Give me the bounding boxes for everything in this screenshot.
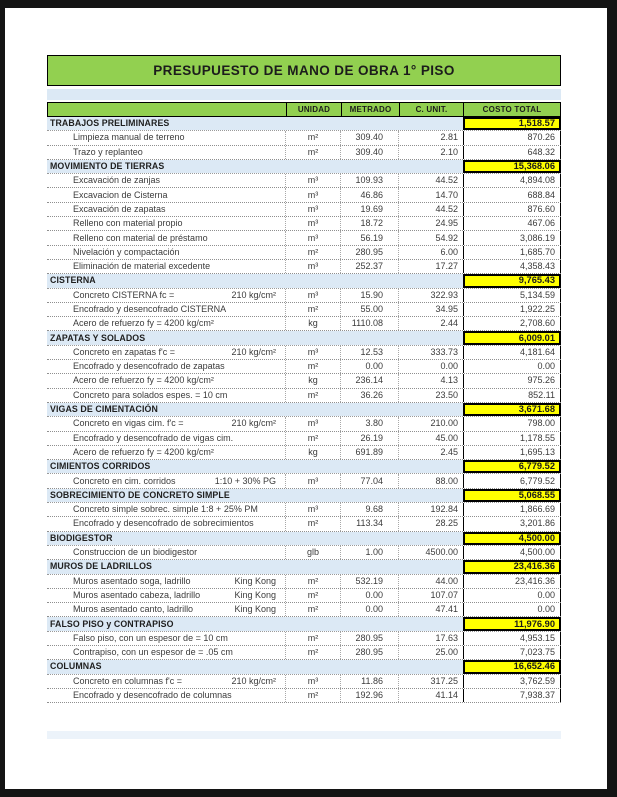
item-costo-cell: 1,685.70 (463, 246, 561, 259)
item-cunit-cell: 317.25 (430, 675, 458, 686)
item-desc-text: Concreto para solados espes. = 10 cm (73, 389, 228, 400)
item-costo-cell: 798.00 (463, 417, 561, 430)
item-costo-cell: 23,416.36 (463, 575, 561, 588)
item-metrado-cell: 691.89 (341, 446, 399, 459)
item-desc-text: Excavacion de Cisterna (73, 189, 168, 200)
item-costo-cell: 3,201.86 (463, 517, 561, 530)
spacer-strip (47, 89, 561, 100)
item-desc-text: Excavación de zapatas (73, 203, 166, 214)
item-desc-secondary: King Kong (234, 604, 276, 615)
item-costo-cell: 4,181.64 (463, 346, 561, 359)
item-metrado-cell: 109.93 (341, 174, 399, 187)
section-name-cell: BIODIGESTOR (47, 532, 463, 545)
section-total-cell: 16,652.46 (463, 660, 561, 673)
section-row (47, 331, 561, 345)
item-desc-cell (47, 217, 286, 230)
item-unit-cell: m³ (286, 675, 341, 688)
item-desc-text: Encofrado y desencofrado CISTERNA (73, 304, 227, 314)
item-unit-cell: m³ (286, 217, 341, 230)
item-cunit-cell: 44.00 (435, 575, 458, 586)
item-desc-text: Encofrado y desencofrado de columnas (73, 690, 232, 701)
item-cunit-cell: 2.81 (440, 132, 458, 143)
header-costo-total: COSTO TOTAL (463, 102, 561, 117)
item-desc-cell (47, 374, 286, 387)
item-unit-cell: m³ (286, 174, 341, 187)
item-metrado-cell: 26.19 (341, 432, 399, 445)
page-title: PRESUPUESTO DE MANO DE OBRA 1° PISO (47, 55, 561, 86)
item-metrado-cell: 309.40 (341, 146, 399, 159)
section-name-cell: ZAPATAS Y SOLADOS (47, 331, 463, 344)
item-desc-text: Muros asentado canto, ladrillo (73, 604, 194, 615)
item-costo-cell: 648.32 (463, 146, 561, 159)
item-metrado-cell: 12.53 (341, 346, 399, 359)
header-metrado: METRADO (341, 102, 400, 117)
item-cunit-cell: 17.63 (435, 632, 458, 643)
table-row (47, 203, 561, 217)
item-costo-cell: 1,922.25 (463, 303, 561, 316)
item-costo-cell: 4,953.15 (463, 632, 561, 645)
item-costo-cell: 870.26 (463, 131, 561, 144)
item-unit-cell: m³ (286, 346, 341, 359)
section-name-cell: FALSO PISO y CONTRAPISO (47, 617, 463, 630)
section-total-cell: 23,416.36 (463, 560, 561, 573)
item-desc-cell (47, 303, 286, 316)
item-desc-text: Construccion de un biodigestor (73, 547, 198, 558)
item-unit-cell: m² (286, 517, 341, 530)
item-desc-secondary: 210 kg/cm² (231, 346, 276, 357)
section-name-cell: CISTERNA (47, 274, 463, 287)
item-desc-text: Concreto CISTERNA fc = (73, 289, 175, 300)
section-name-cell: SOBRECIMIENTO DE CONCRETO SIMPLE (47, 489, 463, 502)
item-desc-secondary: 210 kg/cm² (231, 675, 276, 686)
item-desc-secondary: King Kong (234, 589, 276, 600)
item-desc-text: Relleno con material propio (73, 218, 183, 229)
item-desc-cell (47, 417, 286, 430)
item-metrado-cell: 56.19 (341, 231, 399, 244)
item-unit-cell: glb (286, 546, 341, 559)
item-unit-cell: m³ (286, 417, 341, 430)
section-name-cell: MOVIMIENTO DE TIERRAS (47, 160, 463, 173)
section-name-cell: MUROS DE LADRILLOS (47, 560, 463, 573)
item-desc-cell (47, 546, 286, 559)
item-unit-cell: m³ (286, 188, 341, 201)
table-header-row (47, 102, 561, 117)
table-row (47, 146, 561, 160)
item-cunit-cell: 23.50 (435, 389, 458, 400)
item-metrado-cell: 280.95 (341, 646, 399, 659)
item-costo-cell: 467.06 (463, 217, 561, 230)
item-metrado-cell: 0.00 (341, 360, 399, 373)
table-row (47, 231, 561, 245)
table-row (47, 632, 561, 646)
item-unit-cell: kg (286, 374, 341, 387)
item-costo-cell: 0.00 (463, 360, 561, 373)
item-cunit-cell: 2.44 (440, 318, 458, 329)
item-desc-secondary: 1:10 + 30% PG (214, 475, 276, 486)
section-row (47, 489, 561, 503)
budget-table-body (47, 117, 561, 703)
item-desc-text: Encofrado y desencofrado de zapatas (73, 361, 225, 372)
table-row (47, 346, 561, 360)
item-desc-text: Limpieza manual de terreno (73, 132, 185, 143)
item-metrado-cell: 77.04 (341, 474, 399, 487)
item-desc-cell (47, 517, 286, 530)
item-metrado-cell: 0.00 (341, 589, 399, 602)
table-row (47, 131, 561, 145)
header-unidad: UNIDAD (286, 102, 342, 117)
section-row (47, 274, 561, 288)
item-desc-secondary: King Kong (234, 575, 276, 586)
item-desc-text: Eliminación de material excedente (73, 261, 211, 272)
section-row (47, 160, 561, 174)
item-unit-cell: m² (286, 632, 341, 645)
table-row (47, 317, 561, 331)
section-row (47, 617, 561, 631)
item-desc-text: Concreto en cim. corridos (73, 475, 176, 486)
item-desc-cell (47, 432, 286, 445)
item-desc-cell (47, 231, 286, 244)
item-cunit-cell: 322.93 (430, 289, 458, 300)
table-row (47, 246, 561, 260)
item-metrado-cell: 280.95 (341, 632, 399, 645)
section-total-cell: 3,671.68 (463, 403, 561, 416)
item-unit-cell: kg (286, 446, 341, 459)
section-row (47, 460, 561, 474)
item-desc-cell (47, 389, 286, 402)
section-name-cell: CIMIENTOS CORRIDOS (47, 460, 463, 473)
item-metrado-cell: 18.72 (341, 217, 399, 230)
table-row (47, 446, 561, 460)
table-row (47, 217, 561, 231)
item-metrado-cell: 19.69 (341, 203, 399, 216)
item-cunit-cell: 192.84 (430, 504, 458, 515)
item-desc-text: Muros asentado cabeza, ladrillo (73, 589, 201, 600)
item-metrado-cell: 236.14 (341, 374, 399, 387)
item-desc-cell (47, 632, 286, 645)
item-metrado-cell: 192.96 (341, 689, 399, 702)
item-metrado-cell: 113.34 (341, 517, 399, 530)
section-total-cell: 6,009.01 (463, 331, 561, 344)
item-desc-cell (47, 603, 286, 616)
item-unit-cell: m² (286, 589, 341, 602)
item-desc-text: Relleno con material de préstamo (73, 232, 208, 243)
item-cunit-cell: 4500.00 (425, 547, 458, 558)
item-desc-cell (47, 446, 286, 459)
item-cunit-cell: 333.73 (430, 346, 458, 357)
item-desc-text: Acero de refuerzo fy = 4200 kg/cm² (73, 446, 214, 457)
item-metrado-cell: 9.68 (341, 503, 399, 516)
item-desc-cell (47, 589, 286, 602)
item-metrado-cell: 15.90 (341, 289, 399, 302)
table-row (47, 675, 561, 689)
item-unit-cell: m² (286, 646, 341, 659)
item-cunit-cell: 44.52 (435, 175, 458, 186)
item-desc-cell (47, 360, 286, 373)
item-cunit-cell: 88.00 (435, 475, 458, 486)
section-total-cell: 5,068.55 (463, 489, 561, 502)
partial-next-section-row (47, 731, 561, 739)
item-desc-cell (47, 575, 286, 588)
table-row (47, 474, 561, 488)
table-row (47, 289, 561, 303)
item-costo-cell: 0.00 (463, 589, 561, 602)
item-metrado-cell: 1110.08 (341, 317, 399, 330)
item-cunit-cell: 107.07 (430, 589, 458, 600)
table-row (47, 360, 561, 374)
item-desc-cell (47, 346, 286, 359)
item-costo-cell: 6,779.52 (463, 474, 561, 487)
item-desc-text: Excavación de zanjas (73, 175, 161, 186)
item-desc-cell (47, 689, 286, 702)
item-cunit-cell: 45.00 (435, 432, 458, 443)
item-metrado-cell: 0.00 (341, 603, 399, 616)
item-desc-secondary: 210 kg/cm² (231, 289, 276, 300)
item-cunit-cell: 34.95 (435, 304, 458, 314)
section-row (47, 117, 561, 131)
item-metrado-cell: 55.00 (341, 303, 399, 316)
item-desc-text: Concreto simple sobrec. simple 1:8 + 25% PM (73, 504, 258, 515)
item-desc-text: Falso piso, con un espesor de = 10 cm (73, 632, 228, 643)
item-desc-cell (47, 503, 286, 516)
item-cunit-cell: 44.52 (435, 203, 458, 214)
item-cunit-cell: 28.25 (435, 518, 458, 529)
item-unit-cell: m² (286, 146, 341, 159)
item-metrado-cell: 252.37 (341, 260, 399, 273)
item-cunit-cell: 14.70 (435, 189, 458, 200)
table-row (47, 174, 561, 188)
item-unit-cell: m³ (286, 503, 341, 516)
item-cunit-cell: 17.27 (435, 261, 458, 272)
table-row (47, 503, 561, 517)
table-row (47, 303, 561, 317)
item-costo-cell: 2,708.60 (463, 317, 561, 330)
section-total-cell: 1,518.57 (463, 117, 561, 130)
item-metrado-cell: 532.19 (341, 575, 399, 588)
table-row (47, 432, 561, 446)
item-costo-cell: 3,086.19 (463, 231, 561, 244)
item-desc-text: Contrapiso, con un espesor de = .05 cm (73, 647, 233, 658)
item-costo-cell: 4,894.08 (463, 174, 561, 187)
item-desc-cell (47, 289, 286, 302)
item-desc-cell (47, 146, 286, 159)
item-cunit-cell: 4.13 (440, 375, 458, 386)
item-desc-text: Muros asentado soga, ladrillo (73, 575, 191, 586)
item-desc-text: Encofrado y desencofrado de sobrecimientos (73, 518, 254, 529)
item-unit-cell: m³ (286, 203, 341, 216)
item-desc-cell (47, 260, 286, 273)
item-metrado-cell: 46.86 (341, 188, 399, 201)
item-unit-cell: m² (286, 131, 341, 144)
table-row (47, 517, 561, 531)
item-metrado-cell: 36.26 (341, 389, 399, 402)
item-costo-cell: 975.26 (463, 374, 561, 387)
item-unit-cell: m² (286, 246, 341, 259)
item-costo-cell: 0.00 (463, 603, 561, 616)
item-desc-text: Acero de refuerzo fy = 4200 kg/cm² (73, 375, 214, 386)
item-desc-text: Trazo y replanteo (73, 146, 143, 157)
item-unit-cell: m³ (286, 260, 341, 273)
table-row (47, 417, 561, 431)
item-costo-cell: 1,178.55 (463, 432, 561, 445)
item-costo-cell: 4,500.00 (463, 546, 561, 559)
section-name-cell: VIGAS DE CIMENTACIÓN (47, 403, 463, 416)
item-cunit-cell: 6.00 (440, 246, 458, 257)
item-desc-cell (47, 188, 286, 201)
item-cunit-cell: 24.95 (435, 218, 458, 229)
item-costo-cell: 4,358.43 (463, 260, 561, 273)
item-unit-cell: m² (286, 575, 341, 588)
item-cunit-cell: 41.14 (435, 690, 458, 701)
item-unit-cell: m² (286, 603, 341, 616)
item-cunit-cell: 2.10 (440, 146, 458, 157)
section-total-cell: 6,779.52 (463, 460, 561, 473)
item-desc-cell (47, 203, 286, 216)
item-cunit-cell: 2.45 (440, 446, 458, 457)
item-unit-cell: m³ (286, 289, 341, 302)
item-unit-cell: m² (286, 432, 341, 445)
section-total-cell: 4,500.00 (463, 532, 561, 545)
item-cunit-cell: 210.00 (430, 418, 458, 429)
item-costo-cell: 5,134.59 (463, 289, 561, 302)
table-row (47, 575, 561, 589)
item-unit-cell: m² (286, 303, 341, 316)
header-description (47, 102, 287, 117)
item-unit-cell: m² (286, 689, 341, 702)
item-cunit-cell: 54.92 (435, 232, 458, 243)
section-row (47, 532, 561, 546)
section-row (47, 660, 561, 674)
item-metrado-cell: 280.95 (341, 246, 399, 259)
table-row (47, 188, 561, 202)
item-unit-cell: m³ (286, 231, 341, 244)
item-desc-text: Concreto en zapatas f'c = (73, 346, 176, 357)
table-row (47, 646, 561, 660)
item-desc-cell (47, 317, 286, 330)
item-desc-text: Concreto en vigas cim. f'c = (73, 418, 184, 429)
item-metrado-cell: 3.80 (341, 417, 399, 430)
item-costo-cell: 3,762.59 (463, 675, 561, 688)
table-row (47, 689, 561, 703)
header-c-unit: C. UNIT. (399, 102, 464, 117)
section-total-cell: 15,368.06 (463, 160, 561, 173)
item-unit-cell: m² (286, 360, 341, 373)
section-row (47, 560, 561, 574)
item-unit-cell: m² (286, 389, 341, 402)
table-row (47, 374, 561, 388)
item-costo-cell: 1,866.69 (463, 503, 561, 516)
item-desc-cell (47, 646, 286, 659)
item-desc-cell (47, 174, 286, 187)
item-desc-cell (47, 246, 286, 259)
item-desc-text: Acero de refuerzo fy = 4200 kg/cm² (73, 318, 214, 329)
budget-sheet (47, 55, 561, 739)
item-desc-secondary: 210 kg/cm² (231, 418, 276, 429)
item-cunit-cell: 47.41 (435, 604, 458, 615)
item-unit-cell: m³ (286, 474, 341, 487)
item-costo-cell: 1,695.13 (463, 446, 561, 459)
item-unit-cell: kg (286, 317, 341, 330)
item-desc-cell (47, 474, 286, 487)
item-cunit-cell: 25.00 (435, 647, 458, 658)
item-costo-cell: 876.60 (463, 203, 561, 216)
item-desc-text: Encofrado y desencofrado de vigas cim. (73, 432, 234, 443)
table-row (47, 589, 561, 603)
item-metrado-cell: 1.00 (341, 546, 399, 559)
item-desc-text: Nivelación y compactación (73, 246, 180, 257)
item-cunit-cell: 0.00 (440, 361, 458, 372)
budget-table (47, 102, 561, 703)
section-row (47, 403, 561, 417)
item-costo-cell: 852.11 (463, 389, 561, 402)
item-desc-text: Concreto en columnas f'c = (73, 675, 183, 686)
table-row (47, 546, 561, 560)
table-row (47, 603, 561, 617)
item-metrado-cell: 11.86 (341, 675, 399, 688)
document-page (5, 8, 607, 789)
item-costo-cell: 7,938.37 (463, 689, 561, 702)
item-costo-cell: 688.84 (463, 188, 561, 201)
item-metrado-cell: 309.40 (341, 131, 399, 144)
item-costo-cell: 7,023.75 (463, 646, 561, 659)
section-name-cell: COLUMNAS (47, 660, 463, 673)
item-desc-cell (47, 675, 286, 688)
section-name-cell: TRABAJOS PRELIMINARES (47, 117, 463, 130)
table-row (47, 389, 561, 403)
item-desc-cell (47, 131, 286, 144)
table-row (47, 260, 561, 274)
section-total-cell: 9,765.43 (463, 274, 561, 287)
section-total-cell: 11,976.90 (463, 617, 561, 630)
